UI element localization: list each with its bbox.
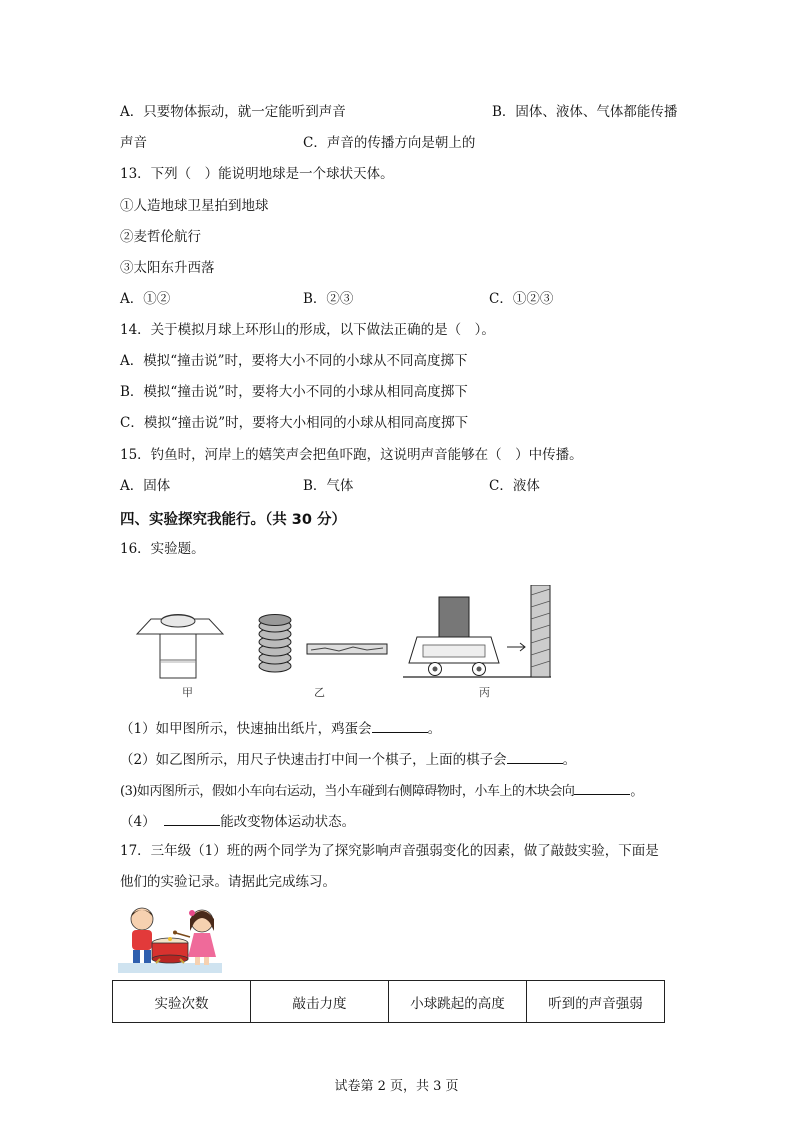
- q15-stem: 15．钓鱼时，河岸上的嬉笑声会把鱼吓跑，这说明声音能够在（ ）中传播。: [120, 447, 583, 463]
- table-header-cell: 敲击力度: [251, 981, 389, 1023]
- q16-part-4-text: （4）: [120, 814, 156, 830]
- q16-part-4: [120, 811, 355, 831]
- q12-option-b: B．固体、液体、气体都能传播: [492, 104, 678, 120]
- q16-part-3-end: 。: [630, 784, 643, 799]
- q15-option-c: C．液体: [489, 478, 540, 494]
- table-header-row: [113, 981, 665, 1023]
- q13-option-a: A．①②: [120, 291, 171, 307]
- answer-blank[interactable]: [164, 811, 220, 826]
- experiment-record-table: [112, 980, 665, 1023]
- figure-caption-yi: 乙: [314, 686, 325, 699]
- q16-part-2-text: （2）如乙图所示，用尺子快速击打中间一个棋子，上面的棋子会: [120, 752, 507, 768]
- table-header-cell: 实验次数: [113, 981, 251, 1023]
- q13-item-1: ①人造地球卫星拍到地球: [120, 198, 269, 214]
- q16-part-3-text: (3)如丙图所示，假如小车向右运动，当小车碰到右侧障碍物时，小车上的木块会向: [120, 784, 575, 799]
- q16-part-1: [120, 718, 441, 738]
- q16-part-1-text: （1）如甲图所示，快速抽出纸片，鸡蛋会: [120, 721, 372, 737]
- q16-stem: 16．实验题。: [120, 541, 205, 557]
- q13-option-b: B．②③: [303, 291, 354, 307]
- q15-option-a: A．固体: [120, 478, 171, 494]
- q14-option-b: B．模拟“撞击说”时，要将大小不同的小球从相同高度掷下: [120, 384, 468, 400]
- figure-cart-block: [403, 585, 553, 685]
- q17-stem-line-1: 17．三年级（1）班的两个同学为了探究影响声音强弱变化的因素，做了敲鼓实验，下面是: [120, 843, 659, 859]
- figure-children-drum: [118, 905, 222, 973]
- answer-blank[interactable]: [574, 780, 630, 795]
- q16-part-2-end: 。: [562, 752, 577, 768]
- q12-option-b-cont: 声音: [120, 135, 147, 151]
- q13-item-3: ③太阳东升西落: [120, 260, 215, 276]
- q16-part-4-end: 能改变物体运动状态。: [220, 814, 356, 830]
- figure-caption-bing: 丙: [479, 686, 490, 699]
- q14-stem: 14．关于模拟月球上环形山的形成，以下做法正确的是（ ）。: [120, 322, 495, 338]
- q13-option-c: C．①②③: [489, 291, 554, 307]
- q13-item-2: ②麦哲伦航行: [120, 229, 201, 245]
- q14-option-c: C．模拟“撞击说”时，要将大小相同的小球从相同高度掷下: [120, 415, 469, 431]
- answer-blank[interactable]: [507, 749, 563, 764]
- section-heading: 四、实验探究我能行。（共 30 分）: [120, 512, 347, 528]
- q12-option-a: A．只要物体振动，就一定能听到声音: [120, 104, 346, 120]
- table-header-cell: 听到的声音强弱: [527, 981, 665, 1023]
- page-footer: 试卷第 2 页，共 3 页: [334, 1079, 459, 1094]
- q16-part-1-end: 。: [427, 721, 442, 737]
- table-header-cell: 小球跳起的高度: [389, 981, 527, 1023]
- q14-option-a: A．模拟“撞击说”时，要将大小不同的小球从不同高度掷下: [120, 353, 468, 369]
- q13-stem: 13．下列（ ）能说明地球是一个球状天体。: [120, 166, 394, 182]
- q12-option-c: C．声音的传播方向是朝上的: [303, 135, 476, 151]
- figure-checker-stack: [255, 612, 390, 674]
- q15-option-b: B．气体: [303, 478, 354, 494]
- answer-blank[interactable]: [372, 718, 428, 733]
- q16-part-2: [120, 749, 576, 769]
- figure-egg-card-glass: [135, 608, 225, 680]
- figure-caption-jia: 甲: [182, 686, 193, 699]
- q17-stem-line-2: 他们的实验记录。请据此完成练习。: [120, 874, 336, 890]
- q16-part-3: [120, 780, 643, 801]
